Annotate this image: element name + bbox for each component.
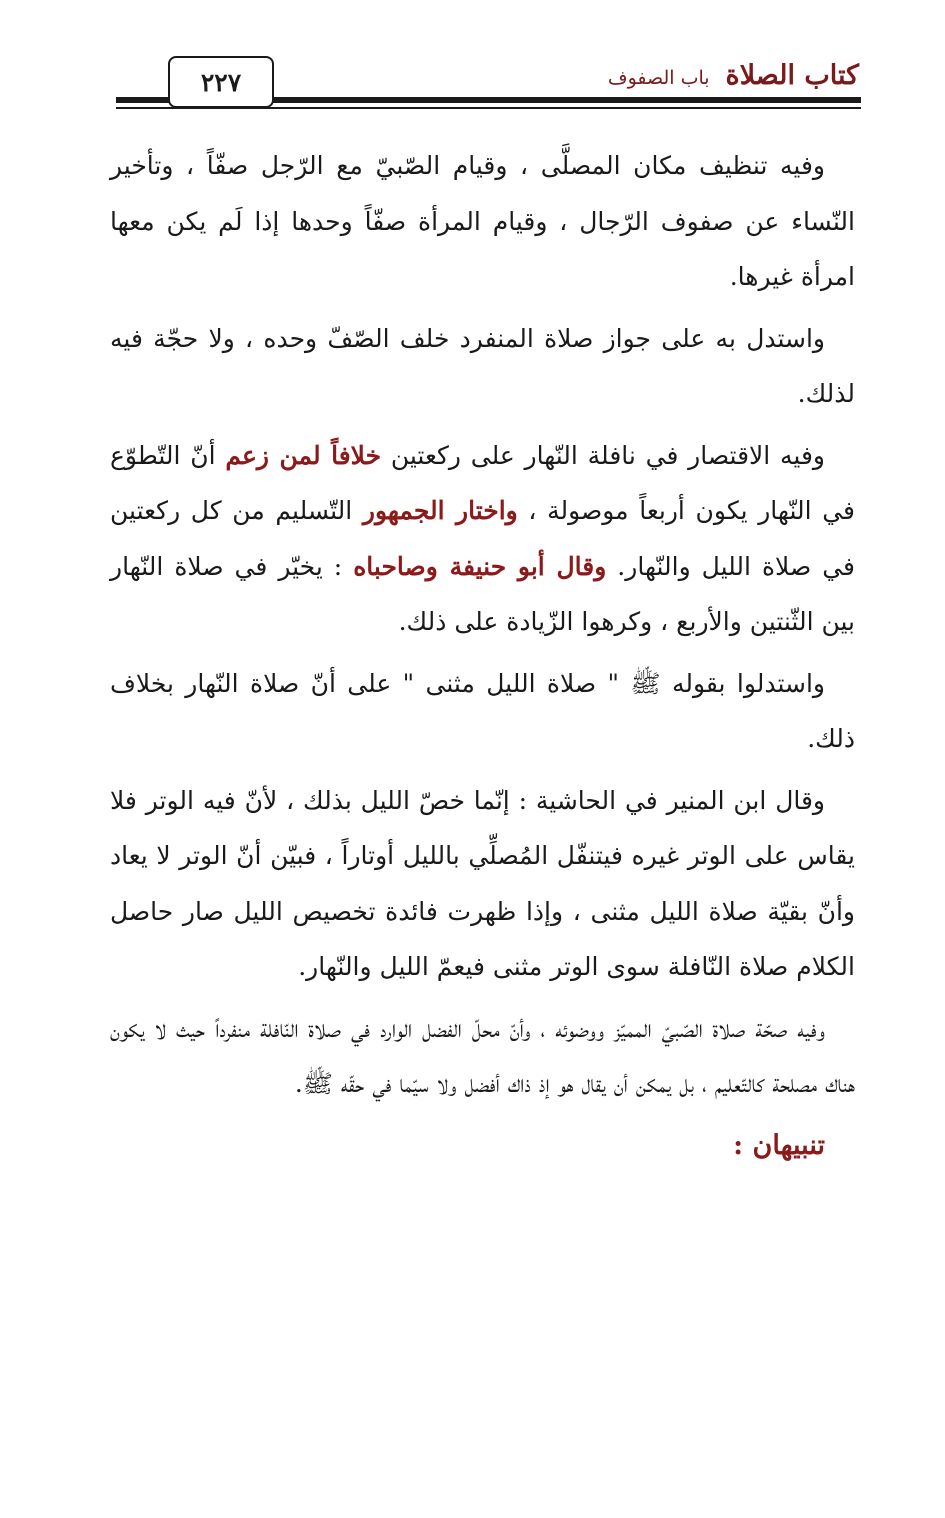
highlighted-phrase: وقال أبو حنيفة وصاحباه xyxy=(353,551,607,581)
paragraph-text: وقال ابن المنير في الحاشية : إنّما خصّ الليل بذلك ، لأنّ فيه الوتر فلا يقاس على الوتر غيره فيتنفّل المُصلِّي بالليل أوتاراً ، فبيّن أنّ الوتر لا يعاد وأنّ بقيّة صلاة الليل مثنى ، وإذا ظهرت فائدة تخصيص الليل صار حاصل الكلام صلاة النّافلة سوى الوتر مثنى فيعمّ الليل والنّهار. xyxy=(110,785,855,981)
highlighted-phrase: واختار الجمهور xyxy=(362,496,518,525)
page-number: ٢٢٧ xyxy=(168,56,274,108)
paragraph-text: وفيه الاقتصار في نافلة النّهار على ركعتين xyxy=(381,440,825,470)
paragraph-text: واستدلوا بقوله ﷺ " صلاة الليل مثنى " على أنّ صلاة النّهار بخلاف ذلك. xyxy=(110,668,855,753)
highlighted-phrase: خلافاً لمن زعم xyxy=(225,440,382,470)
page-header xyxy=(0,0,945,120)
paragraph xyxy=(110,138,855,305)
paragraph xyxy=(110,311,855,422)
paragraph xyxy=(110,428,855,650)
note-heading: تنبيهان : xyxy=(733,1129,825,1161)
main-text xyxy=(110,138,855,1173)
paragraph-text: واستدل به على جواز صلاة المنفرد خلف الصّفّ وحده ، ولا حجّة فيه لذلك. xyxy=(110,323,855,408)
paragraph-text: وفيه تنظيف مكان المصلَّى ، وقيام الصّبيّ مع الرّجل صفّاً ، وتأخير النّساء عن صفوف الرّجال ، وقيام المرأة صفّاً وحدها إذا لَم يكن معها امرأة غيرها. xyxy=(110,151,855,291)
chapter-title: باب الصفوف xyxy=(607,67,710,89)
paragraph-text: أنّ التّطوّع في النّهار يكون أربعاً موصولة ، xyxy=(110,440,856,525)
paragraph xyxy=(110,773,855,995)
paragraph-text: : يخيّر في صلاة النّهار بين الثّنتين والأربع ، وكرهوا الزّيادة على ذلك. xyxy=(110,551,855,636)
paragraph xyxy=(110,1001,855,1112)
header-titles xyxy=(608,60,859,91)
paragraph-text: التّسليم من كل ركعتين في صلاة الليل والنّهار. xyxy=(110,496,855,581)
paragraph-text: وفيه صحّة صلاة الصّبيّ المميّز ووضوئه ، وأنّ محلّ الفضل الوارد في صلاة النّافلة منفرداً حيث لا يكون هناك مصلحة كالتّعليم ، بل يمكن أن يقال هو إذ ذاك أفضل ولا سيّما في حقّه ﷺ. xyxy=(110,1013,855,1098)
paragraph xyxy=(110,656,855,767)
book-title: كتاب الصلاة xyxy=(725,60,859,91)
